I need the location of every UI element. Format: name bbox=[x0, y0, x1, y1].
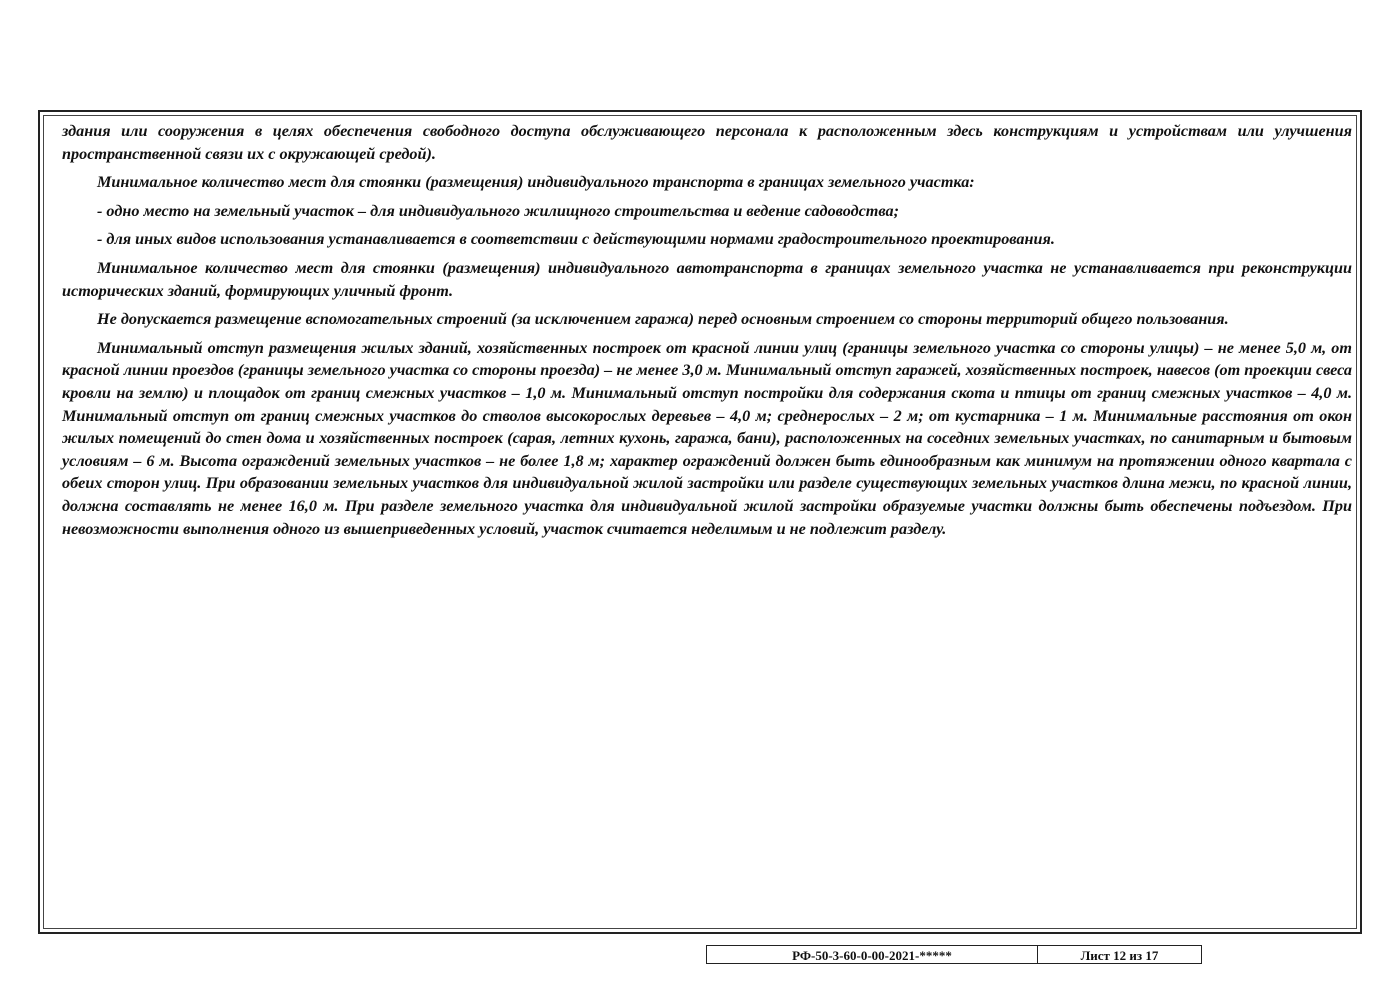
paragraph-auxiliary-buildings: Не допускается размещение вспомогательных строений (за исключением гаража) перед основным строением со стороны территорий общего пользования. bbox=[97, 310, 1229, 329]
paragraph-parking-item-2: - для иных видов использования устанавливается в соответствии с действующими нормами градостроительного проектирования. bbox=[97, 230, 1055, 249]
paragraph-parking-item-1: - одно место на земельный участок – для индивидуального жилищного строительства и ведение садоводства; bbox=[97, 201, 899, 220]
paragraph-parking-minimum: Минимальное количество мест для стоянки (размещения) индивидуального транспорта в границах земельного участка: bbox=[97, 173, 975, 192]
page-frame bbox=[38, 110, 1362, 934]
sheet-number-cell: Лист 12 из 17 bbox=[1037, 945, 1202, 964]
paragraph-continuation: здания или сооружения в целях обеспечения свободного доступа обслуживающего персонала к расположенным здесь конструкциям и устройствам или улучшения пространственной связи их с окружающей средой). bbox=[62, 122, 1352, 163]
paragraph-setbacks: Минимальный отступ размещения жилых зданий, хозяйственных построек от красной линии улиц (границы земельного участка со стороны улицы) – не менее 5,0 м, от красной линии проездов (границы земельного участка со стороны проезда) – не менее 3,0 м. Минимальный отступ гаражей, хозяйственных построек, навесов (от проекции свеса кровли на землю) и площадок от границ смежных участков – 1,0 м. Минимальный отступ постройки для содержания скота и птицы от границ смежных участков – 4,0 м. Минимальный отступ от границ смежных участков до стволов высокорослых деревьев – 4,0 м; среднерослых – 2 м; от кустарника – 1 м. Минимальные расстояния от окон жилых помещений до стен дома и хозяйственных построек (сарая, летних кухонь, гаража, бани), расположенных на соседних земельных участках, по санитарным и бытовым условиям – 6 м. Высота ограждений земельных участков – не более 1,8 м; характер ограждений должен быть единообразным как минимум на протяжении одного квартала с обеих сторон улиц. При образовании земельных участков для индивидуальной жилой застройки или разделе существующих земельных участков длина межи, по красной линии, должна составлять не менее 16,0 м. При разделе земельного участка для индивидуальной жилой застройки образуемые участки должны быть обеспечены подъездом. При невозможности выполнения одного из вышеприведенных условий, участок считается неделимым и не подлежит разделу. bbox=[62, 338, 1352, 538]
document-body bbox=[62, 120, 1352, 546]
paragraph-parking-exception: Минимальное количество мест для стоянки (размещения) индивидуального автотранспорта в границах земельного участка не устанавливается при реконструкции исторических зданий, формирующих уличный фронт. bbox=[62, 258, 1352, 300]
document-code-cell: РФ-50-3-60-0-00-2021-***** bbox=[706, 945, 1038, 964]
